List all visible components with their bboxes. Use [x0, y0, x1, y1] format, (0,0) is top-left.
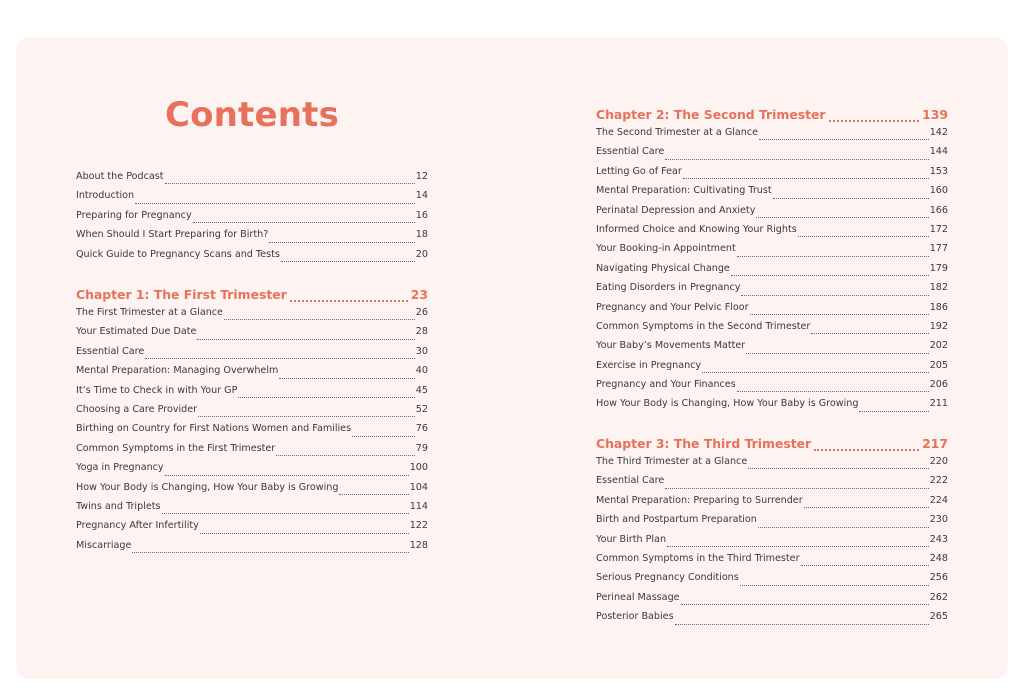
- chapter-page: 217: [922, 436, 948, 451]
- toc-entry: [596, 166, 948, 185]
- toc-entry-page: 182: [929, 282, 948, 294]
- chapter-3-section: [596, 436, 948, 631]
- toc-entry: [76, 404, 428, 423]
- toc-entry-title: Perinatal Depression and Anxiety: [596, 204, 756, 216]
- toc-entry-page: 144: [929, 146, 948, 158]
- toc-entry: [596, 398, 948, 417]
- dot-leader: [811, 333, 928, 334]
- contents-title: Contents: [164, 95, 340, 135]
- dot-leader: [683, 178, 929, 179]
- toc-entry-title: Preparing for Pregnancy: [76, 209, 192, 221]
- toc-entry-title: Exercise in Pregnancy: [596, 359, 702, 371]
- dot-leader: [737, 391, 929, 392]
- toc-entry-page: 142: [929, 127, 948, 138]
- dot-leader: [829, 120, 920, 122]
- toc-entry: [76, 249, 428, 268]
- dot-leader: [165, 475, 409, 476]
- dot-leader: [756, 217, 928, 218]
- toc-entry-title: Your Estimated Due Date: [76, 326, 197, 338]
- toc-entry-page: 12: [415, 171, 428, 182]
- dot-leader: [145, 358, 415, 359]
- toc-entry-page: 40: [415, 365, 428, 377]
- toc-entry-title: Navigating Physical Change: [596, 262, 730, 274]
- dot-leader: [702, 372, 929, 373]
- toc-entry: [596, 514, 948, 533]
- toc-entry: [596, 475, 948, 494]
- toc-entry-page: 256: [929, 572, 948, 584]
- toc-entry-page: 104: [409, 481, 428, 493]
- toc-entry-page: 45: [415, 384, 428, 396]
- dot-leader: [279, 378, 414, 379]
- toc-entry-page: 26: [415, 307, 428, 318]
- toc-entry-title: Pregnancy and Your Finances: [596, 379, 736, 391]
- toc-entry: [596, 282, 948, 301]
- toc-entry-page: 205: [929, 359, 948, 371]
- dot-leader: [746, 353, 928, 354]
- toc-entry-title: Common Symptoms in the Second Trimester: [596, 320, 811, 332]
- toc-entry-title: The First Trimester at a Glance: [76, 307, 223, 318]
- dot-leader: [740, 585, 929, 586]
- toc-entry-title: Serious Pregnancy Conditions: [596, 572, 739, 584]
- toc-entry-title: How Your Body is Changing, How Your Baby is Growing: [596, 398, 859, 410]
- dot-leader: [193, 222, 415, 223]
- dot-leader: [135, 203, 415, 204]
- toc-entry-page: 52: [415, 403, 428, 415]
- toc-entry: [596, 495, 948, 514]
- toc-entry-title: Perineal Massage: [596, 591, 680, 603]
- toc-entry-title: Yoga in Pregnancy: [76, 462, 164, 474]
- chapter-heading: [76, 287, 428, 307]
- toc-entry: [76, 423, 428, 442]
- toc-entry-title: Mental Preparation: Preparing to Surrender: [596, 494, 803, 506]
- chapter-page: 23: [410, 287, 428, 302]
- toc-entry-page: 202: [929, 340, 948, 352]
- toc-entry-page: 18: [415, 229, 428, 241]
- toc-entry-page: 243: [929, 533, 948, 545]
- toc-entry-title: Quick Guide to Pregnancy Scans and Tests: [76, 248, 280, 260]
- toc-entry-title: Birth and Postpartum Preparation: [596, 514, 757, 526]
- toc-entry: [596, 379, 948, 398]
- chapter-heading: [596, 436, 948, 456]
- toc-entry: [76, 326, 428, 345]
- toc-entry-title: Essential Care: [76, 345, 145, 357]
- toc-entry: [596, 456, 948, 475]
- toc-entry: [596, 302, 948, 321]
- toc-entry: [76, 190, 428, 209]
- dot-leader: [667, 546, 929, 547]
- toc-entry-title: The Second Trimester at a Glance: [596, 127, 759, 138]
- toc-entry: [76, 443, 428, 462]
- dot-leader: [198, 416, 415, 417]
- dot-leader: [750, 314, 929, 315]
- toc-entry-title: Common Symptoms in the Third Trimester: [596, 552, 800, 564]
- dot-leader: [665, 159, 928, 160]
- dot-leader: [759, 139, 929, 140]
- toc-entry-title: Posterior Babies: [596, 611, 674, 623]
- toc-entry-title: Mental Preparation: Managing Overwhelm: [76, 365, 279, 377]
- toc-entry-page: 114: [409, 500, 428, 512]
- dot-leader: [798, 236, 929, 237]
- toc-entry-page: 186: [929, 301, 948, 313]
- toc-entry: [76, 229, 428, 248]
- dot-leader: [165, 183, 415, 184]
- toc-entry-page: 262: [929, 591, 948, 603]
- dot-leader: [290, 300, 408, 302]
- toc-entry-title: Miscarriage: [76, 539, 132, 551]
- toc-entry: [596, 553, 948, 572]
- toc-entry-page: 220: [929, 456, 948, 467]
- toc-entry-title: Birthing on Country for First Nations Women and Families: [76, 423, 352, 435]
- toc-entry: [596, 340, 948, 359]
- toc-entry-page: 222: [929, 475, 948, 487]
- chapter-title: Chapter 1: The First Trimester: [76, 287, 287, 302]
- dot-leader: [681, 604, 929, 605]
- toc-entry: [76, 482, 428, 501]
- book-spread: [16, 37, 1008, 679]
- toc-entry-title: Common Symptoms in the First Trimester: [76, 442, 276, 454]
- toc-entry-title: Eating Disorders in Pregnancy: [596, 282, 741, 294]
- chapter-title: Chapter 3: The Third Trimester: [596, 436, 812, 451]
- toc-entry: [596, 592, 948, 611]
- toc-entry-page: 206: [929, 379, 948, 391]
- toc-entry-page: 160: [929, 185, 948, 197]
- chapter-page: 139: [922, 107, 948, 122]
- toc-entry-title: Essential Care: [596, 146, 665, 158]
- dot-leader: [276, 455, 415, 456]
- toc-entry-page: 100: [409, 462, 428, 474]
- toc-entry: [596, 127, 948, 146]
- toc-entry-title: Pregnancy After Infertility: [76, 520, 199, 532]
- dot-leader: [773, 198, 929, 199]
- front-matter-list: [76, 171, 428, 268]
- dot-leader: [281, 261, 415, 262]
- dot-leader: [859, 411, 928, 412]
- dot-leader: [748, 468, 928, 469]
- toc-entry: [76, 462, 428, 481]
- toc-entry: [596, 360, 948, 379]
- toc-entry-page: 166: [929, 204, 948, 216]
- toc-entry: [76, 365, 428, 384]
- chapter-heading: [596, 107, 948, 127]
- toc-entry-title: Twins and Triplets: [76, 500, 161, 512]
- dot-leader: [665, 488, 928, 489]
- toc-entry: [76, 385, 428, 404]
- dot-leader: [352, 436, 415, 437]
- dot-leader: [731, 275, 929, 276]
- toc-entry-title: Choosing a Care Provider: [76, 403, 198, 415]
- dot-leader: [758, 527, 929, 528]
- toc-entry-page: 20: [415, 248, 428, 260]
- dot-leader: [132, 552, 408, 553]
- toc-entry-page: 248: [929, 552, 948, 564]
- toc-entry-page: 128: [409, 539, 428, 551]
- dot-leader: [197, 339, 414, 340]
- toc-entry-page: 76: [415, 423, 428, 435]
- dot-leader: [737, 256, 929, 257]
- toc-entry-page: 230: [929, 514, 948, 526]
- dot-leader: [814, 449, 919, 451]
- chapter-1-section: [76, 287, 428, 559]
- toc-entry-page: 224: [929, 494, 948, 506]
- toc-entry-title: Essential Care: [596, 475, 665, 487]
- toc-entry: [596, 534, 948, 553]
- toc-entry-page: 172: [929, 223, 948, 235]
- toc-entry-title: Your Birth Plan: [596, 533, 667, 545]
- dot-leader: [162, 513, 409, 514]
- toc-entry: [596, 185, 948, 204]
- toc-entry-page: 14: [415, 190, 428, 202]
- toc-entry-page: 153: [929, 165, 948, 177]
- toc-entry-page: 192: [929, 320, 948, 332]
- toc-entry: [596, 572, 948, 591]
- chapter-2-section: [596, 107, 948, 418]
- dot-leader: [224, 319, 415, 320]
- toc-entry-title: Letting Go of Fear: [596, 165, 682, 177]
- toc-entry: [76, 501, 428, 520]
- toc-entry: [76, 307, 428, 326]
- toc-entry: [596, 224, 948, 243]
- toc-entry: [596, 205, 948, 224]
- toc-entry-title: It’s Time to Check in with Your GP: [76, 384, 238, 396]
- toc-entry-title: How Your Body is Changing, How Your Baby is Growing: [76, 481, 339, 493]
- toc-entry: [596, 243, 948, 262]
- toc-entry-page: 16: [415, 209, 428, 221]
- chapter-title: Chapter 2: The Second Trimester: [596, 107, 826, 122]
- toc-entry-page: 179: [929, 262, 948, 274]
- toc-entry-page: 28: [415, 326, 428, 338]
- toc-entry: [76, 171, 428, 190]
- toc-entry: [596, 146, 948, 165]
- toc-entry-title: Mental Preparation: Cultivating Trust: [596, 185, 772, 197]
- toc-entry-page: 122: [409, 520, 428, 532]
- toc-entry: [76, 346, 428, 365]
- toc-entry-title: Introduction: [76, 190, 135, 202]
- toc-entry: [76, 520, 428, 539]
- toc-entry-page: 30: [415, 345, 428, 357]
- dot-leader: [200, 533, 409, 534]
- toc-entry-page: 265: [929, 611, 948, 623]
- toc-entry: [76, 540, 428, 559]
- toc-entry: [596, 263, 948, 282]
- dot-leader: [801, 565, 929, 566]
- toc-entry-title: The Third Trimester at a Glance: [596, 456, 748, 467]
- toc-entry: [76, 210, 428, 229]
- toc-entry-page: 177: [929, 243, 948, 255]
- dot-leader: [675, 624, 929, 625]
- toc-entry-title: Your Baby’s Movements Matter: [596, 340, 746, 352]
- toc-entry-title: Your Booking-in Appointment: [596, 243, 736, 255]
- dot-leader: [269, 242, 414, 243]
- dot-leader: [238, 397, 414, 398]
- toc-entry: [596, 321, 948, 340]
- toc-entry-title: When Should I Start Preparing for Birth?: [76, 229, 269, 241]
- toc-entry-title: Pregnancy and Your Pelvic Floor: [596, 301, 749, 313]
- dot-leader: [339, 494, 408, 495]
- dot-leader: [741, 295, 928, 296]
- toc-entry-title: Informed Choice and Knowing Your Rights: [596, 223, 797, 235]
- toc-entry-title: About the Podcast: [76, 171, 164, 182]
- toc-entry-page: 79: [415, 442, 428, 454]
- toc-entry: [596, 611, 948, 630]
- dot-leader: [804, 507, 929, 508]
- toc-entry-page: 211: [929, 398, 948, 410]
